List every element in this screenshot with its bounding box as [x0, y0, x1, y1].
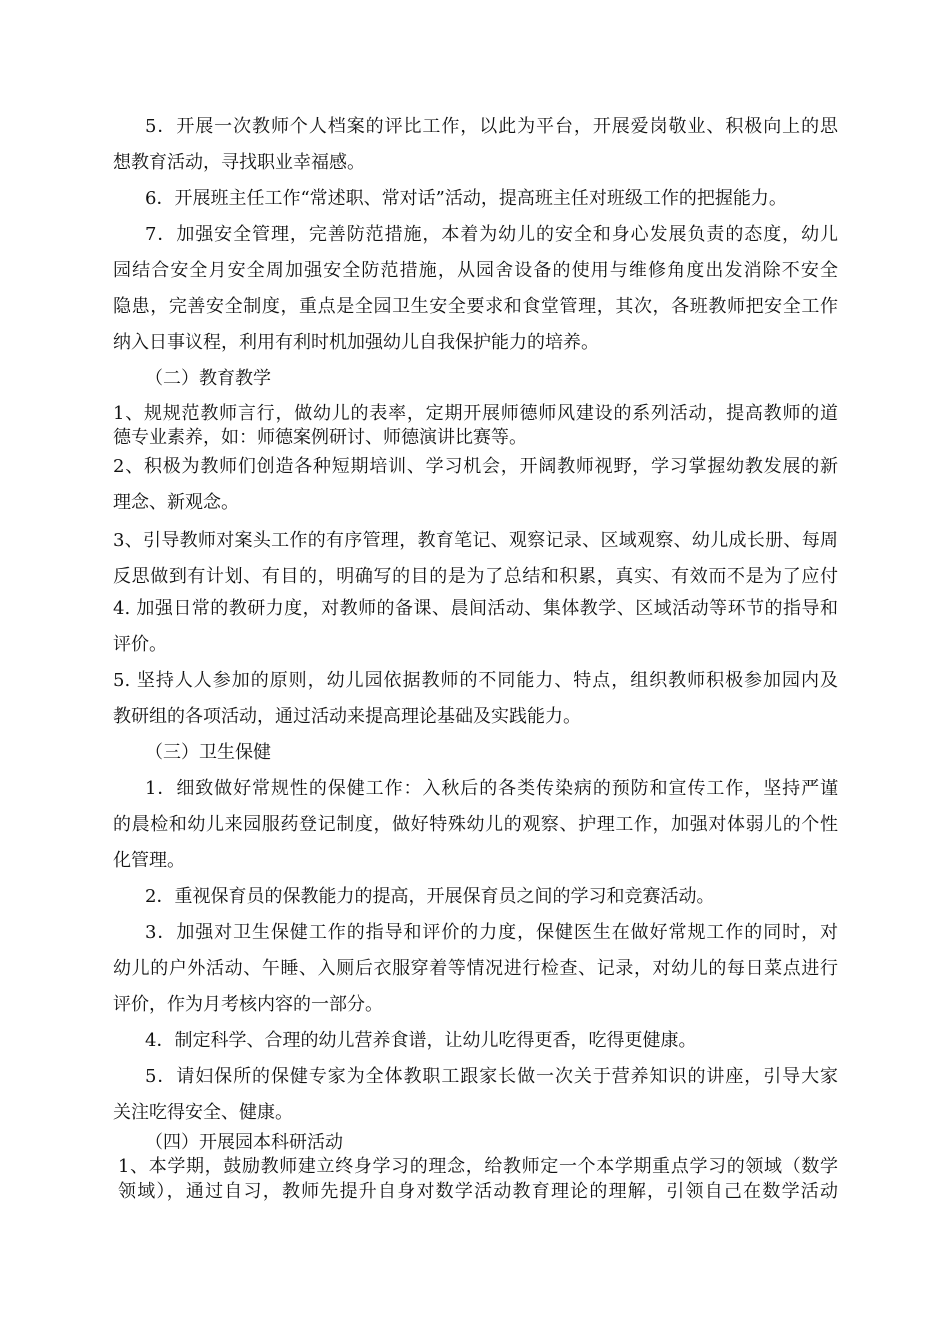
text-line: 1、本学期，鼓励教师建立终身学习的理念，给教师定一个本学期重点学习的领域（数学 [118, 1156, 838, 1177]
text-line: 1．细致做好常规性的保健工作：入秋后的各类传染病的预防和宣传工作，坚持严谨 [145, 778, 838, 799]
text-line: 评价。 [113, 634, 167, 655]
text-line: 2．重视保育员的保教能力的提高，开展保育员之间的学习和竞赛活动。 [145, 886, 715, 907]
text-line: 4．制定科学、合理的幼儿营养食谱，让幼儿吃得更香，吃得更健康。 [145, 1030, 697, 1051]
text-line: 3．加强对卫生保健工作的指导和评价的力度，保健医生在做好常规工作的同时，对 [145, 922, 838, 943]
text-line: 3、引导教师对案头工作的有序管理，教育笔记、观察记录、区域观察、幼儿成长册、每周 [113, 530, 838, 551]
text-line: 幼儿的户外活动、午睡、入厕后衣服穿着等情况进行检查、记录，对幼儿的每日菜点进行 [113, 958, 838, 979]
text-line: 的晨检和幼儿来园服药登记制度，做好特殊幼儿的观察、护理工作，加强对体弱儿的个性 [113, 814, 838, 835]
text-line: （二）教育教学 [145, 368, 271, 389]
text-line: 隐患，完善安全制度，重点是全园卫生安全要求和食堂管理，其次，各班教师把安全工作 [113, 296, 838, 317]
text-line: 5．开展一次教师个人档案的评比工作，以此为平台，开展爱岗敬业、积极向上的思 [145, 116, 838, 137]
text-line: 4. 加强日常的教研力度，对教师的备课、晨间活动、集体教学、区域活动等环节的指导和 [113, 598, 838, 619]
text-line: 想教育活动，寻找职业幸福感。 [113, 152, 365, 173]
text-line: 德专业素养，如：师德案例研讨、师德演讲比赛等。 [113, 427, 527, 448]
text-line: 1、规规范教师言行，做幼儿的表率，定期开展师德师风建设的系列活动，提高教师的道 [113, 403, 838, 424]
text-line: 园结合安全月安全周加强安全防范措施，从园舍设备的使用与维修角度出发消除不安全 [113, 260, 838, 281]
text-line: 5. 坚持人人参加的原则，幼儿园依据教师的不同能力、特点，组织教师积极参加园内及 [113, 670, 838, 691]
text-line: （四）开展园本科研活动 [145, 1132, 343, 1153]
text-line: 纳入日事议程，利用有利时机加强幼儿自我保护能力的培养。 [113, 332, 599, 353]
text-line: 理念、新观念。 [113, 492, 239, 513]
text-line: 6．开展班主任工作“常述职、常对话”活动，提高班主任对班级工作的把握能力。 [145, 188, 787, 209]
text-line: 评价，作为月考核内容的一部分。 [113, 994, 383, 1015]
text-line: 7．加强安全管理，完善防范措施，本着为幼儿的安全和身心发展负责的态度，幼儿 [145, 224, 838, 245]
text-line: 教研组的各项活动，通过活动来提高理论基础及实践能力。 [113, 706, 581, 727]
text-line: 5．请妇保所的保健专家为全体教职工跟家长做一次关于营养知识的讲座，引导大家 [145, 1066, 838, 1087]
text-line: （三）卫生保健 [145, 742, 271, 763]
text-line: 2、积极为教师们创造各种短期培训、学习机会，开阔教师视野，学习掌握幼教发展的新 [113, 456, 838, 477]
text-line: 领域），通过自习，教师先提升自身对数学活动教育理论的理解，引领自己在数学活动 [118, 1181, 838, 1202]
text-line: 化管理。 [113, 850, 185, 871]
text-line: 反思做到有计划、有目的，明确写的目的是为了总结和积累，真实、有效而不是为了应付 [113, 566, 838, 587]
text-line: 关注吃得安全、健康。 [113, 1102, 293, 1123]
